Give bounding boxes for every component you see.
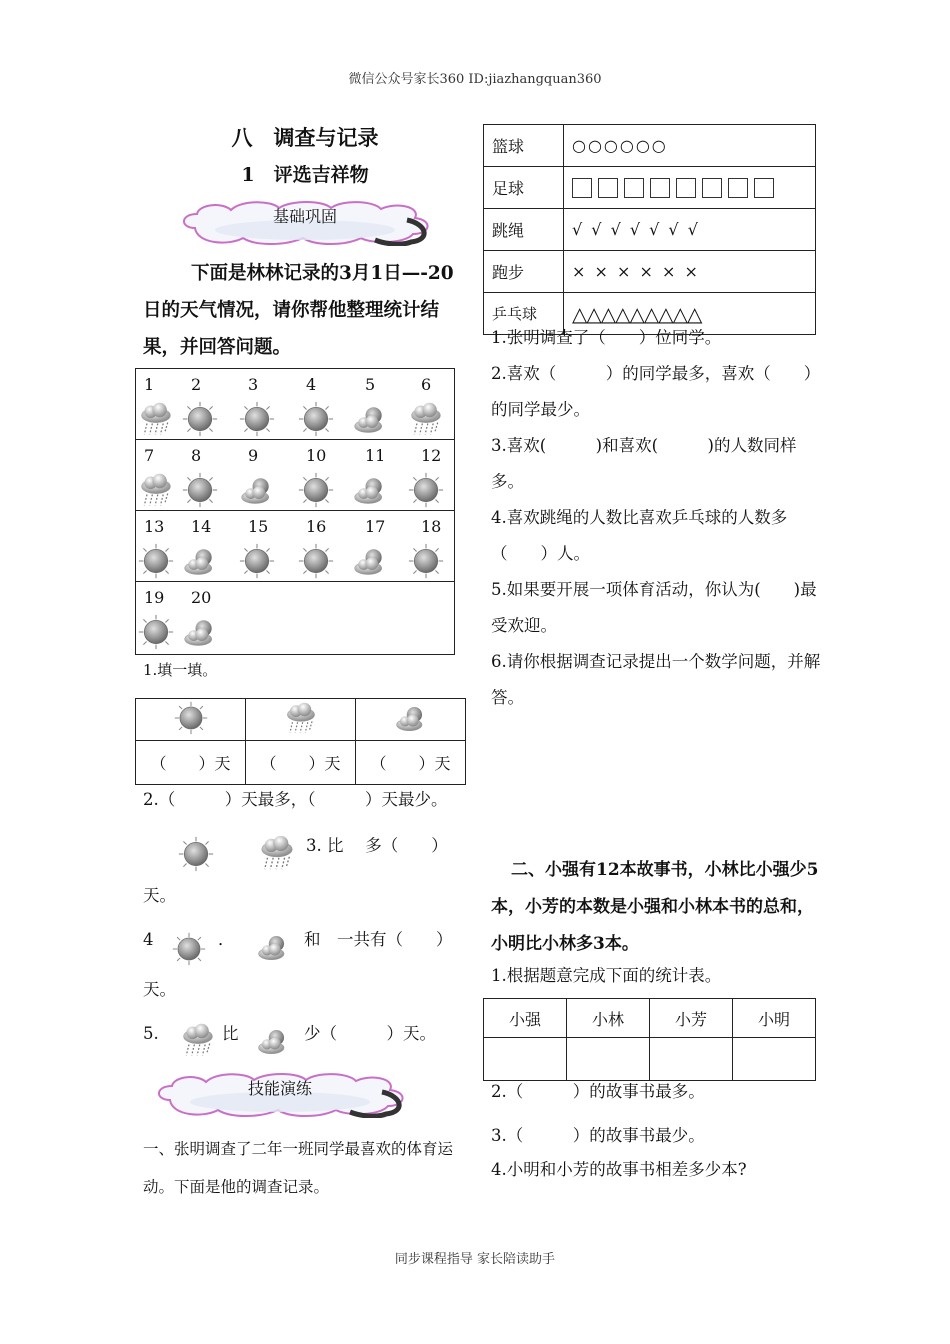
summary-rain-cell: [246, 699, 356, 741]
square-mark: [676, 178, 696, 198]
cloudy-icon: [239, 472, 275, 508]
calendar-row: [136, 369, 454, 440]
sport-name: 足球: [484, 167, 564, 209]
day-number: 5: [365, 375, 376, 394]
sport-marks: × × × × × ×: [564, 251, 816, 293]
right-question-6: 6.请你根据调查记录提出一个数学问题，并解答。: [491, 652, 821, 707]
summary-sun-days[interactable]: （ ）天: [136, 741, 246, 785]
day-number: 11: [365, 446, 386, 465]
question-5-compare: 比: [222, 1024, 239, 1043]
square-mark: [702, 178, 722, 198]
day-number: 2: [191, 375, 202, 394]
day-number: 20: [191, 588, 212, 607]
page-header: 微信公众号家长360 ID:jiazhangquan360: [348, 72, 602, 87]
right-question-3: 3.喜欢( )和喜欢( )的人数同样多。: [491, 436, 797, 491]
question-4-dot: ．: [218, 930, 235, 949]
books-table: [483, 998, 816, 1081]
rain-cloud-icon: [258, 834, 296, 872]
summary-rain-days[interactable]: （ ）天: [246, 741, 356, 785]
cloudy-icon: [182, 543, 218, 579]
section-2-intro: 二、小强有12本故事书，小林比小强少5本，小芳的本数是小强和小林本书的总和，小明比小林多3本。: [491, 860, 819, 954]
sun-icon: [138, 614, 174, 650]
day-number: 4: [306, 375, 317, 394]
square-mark: [728, 178, 748, 198]
sport-name: 篮球: [484, 125, 564, 167]
sun-icon: [408, 472, 444, 508]
right-question-2: 2.喜欢（ ）的同学最多，喜欢（ ）的同学最少。: [491, 364, 821, 419]
day-number: 3: [248, 375, 259, 394]
question-4c: 天。: [143, 980, 176, 999]
day-number: 18: [421, 517, 442, 536]
rain-cloud-icon: [180, 1022, 216, 1058]
rain-cloud-icon: [408, 401, 444, 437]
rain-cloud-icon: [138, 472, 174, 508]
banner-skill-label: 技能演练: [247, 1079, 312, 1098]
cloudy-icon: [256, 1024, 290, 1058]
cloudy-icon: [394, 701, 428, 735]
banner-basic: [175, 200, 435, 246]
question-3a: 3. 比 多（ ）: [306, 836, 448, 855]
sport-marks: △△△△△△△△△: [564, 293, 816, 335]
sport-name: 乒乓球: [484, 293, 564, 335]
books-header-cell: 小明: [733, 999, 816, 1038]
section-2-q2: 2.（ ）的故事书最多。: [491, 1082, 705, 1101]
day-number: 10: [306, 446, 327, 465]
day-number: 1: [144, 375, 155, 394]
banner-skill: [150, 1072, 410, 1118]
day-number: 7: [144, 446, 155, 465]
right-question-4: 4.喜欢跳绳的人数比喜欢乒乓球的人数多（ ）人。: [491, 508, 788, 563]
day-number: 13: [144, 517, 165, 536]
right-questions: [491, 320, 821, 716]
unit-title: 八 调查与记录: [231, 125, 379, 150]
square-mark: [598, 178, 618, 198]
square-mark: [624, 178, 644, 198]
calendar-row: [136, 511, 454, 582]
square-mark: [572, 178, 592, 198]
sports-record-table: [483, 124, 816, 335]
rain-cloud-icon: [284, 701, 318, 735]
sun-icon: [408, 543, 444, 579]
cloudy-icon: [256, 930, 290, 964]
right-question-5: 5.如果要开展一项体育活动，你认为( )最受欢迎。: [491, 580, 817, 635]
day-number: 16: [306, 517, 327, 536]
sport-name: 跑步: [484, 251, 564, 293]
right-question-1: 1.张明调查了（ ）位同学。: [491, 328, 722, 347]
calendar-row: [136, 582, 454, 652]
section-1-intro: 一、张明调查了二年一班同学最喜欢的体育运动。下面是他的调查记录。: [143, 1140, 454, 1196]
question-4-number: 4: [143, 930, 154, 949]
day-number: 9: [248, 446, 259, 465]
sun-icon: [239, 401, 275, 437]
banner-basic-label: 基础巩固: [272, 207, 337, 226]
rain-cloud-icon: [138, 401, 174, 437]
page-footer: 同步课程指导 家长陪读助手: [394, 1252, 556, 1267]
sport-marks: √ √ √ √ √ √ √: [564, 209, 816, 251]
sun-icon: [172, 932, 206, 966]
sport-name: 跳绳: [484, 209, 564, 251]
day-number: 17: [365, 517, 386, 536]
books-header-cell: 小林: [567, 999, 650, 1038]
question-2: 2.（ ）天最多，（ ）天最少。: [143, 790, 448, 809]
sport-marks: ○○○○○○: [564, 125, 816, 167]
fill-instruction: 1.填一填。: [143, 661, 218, 679]
day-number: 6: [421, 375, 432, 394]
calendar-row: [136, 440, 454, 511]
weather-summary-table: [135, 698, 466, 785]
question-5-number: 5.: [143, 1024, 159, 1043]
weather-calendar: [135, 368, 455, 655]
intro-text: 下面是林林记录的3月1日—-20日的天气情况，请你帮他整理统计结果，并回答问题。: [143, 263, 454, 358]
day-number: 14: [191, 517, 212, 536]
sun-icon: [174, 701, 208, 735]
section-2-q1: 1.根据题意完成下面的统计表。: [491, 966, 722, 985]
question-4b: 和 一共有（ ）: [304, 930, 453, 949]
sport-marks-squares: [564, 167, 816, 209]
day-number: 12: [421, 446, 442, 465]
sun-icon: [239, 543, 275, 579]
sun-icon: [138, 543, 174, 579]
sun-icon: [182, 401, 218, 437]
section-2-q3: 3.（ ）的故事书最少。: [491, 1126, 705, 1145]
sun-icon: [298, 401, 334, 437]
summary-cloud-days[interactable]: （ ）天: [356, 741, 466, 785]
summary-sun-cell: [136, 699, 246, 741]
cloudy-icon: [352, 472, 388, 508]
lesson-title: 1 评选吉祥物: [241, 164, 369, 186]
day-number: 15: [248, 517, 269, 536]
day-number: 19: [144, 588, 165, 607]
sun-icon: [298, 472, 334, 508]
sun-icon: [298, 543, 334, 579]
question-5c: 少（ ）天。: [304, 1024, 436, 1043]
sun-icon: [178, 836, 214, 872]
books-header-cell: 小芳: [650, 999, 733, 1038]
section-2-q4: 4.小明和小芳的故事书相差多少本?: [491, 1160, 747, 1179]
cloudy-icon: [352, 543, 388, 579]
cloudy-icon: [352, 401, 388, 437]
square-mark: [650, 178, 670, 198]
cloudy-icon: [182, 614, 218, 650]
summary-cloud-cell: [356, 699, 466, 741]
books-header-cell: 小强: [484, 999, 567, 1038]
square-mark: [754, 178, 774, 198]
sun-icon: [182, 472, 218, 508]
question-3b: 天。: [143, 886, 176, 905]
day-number: 8: [191, 446, 202, 465]
